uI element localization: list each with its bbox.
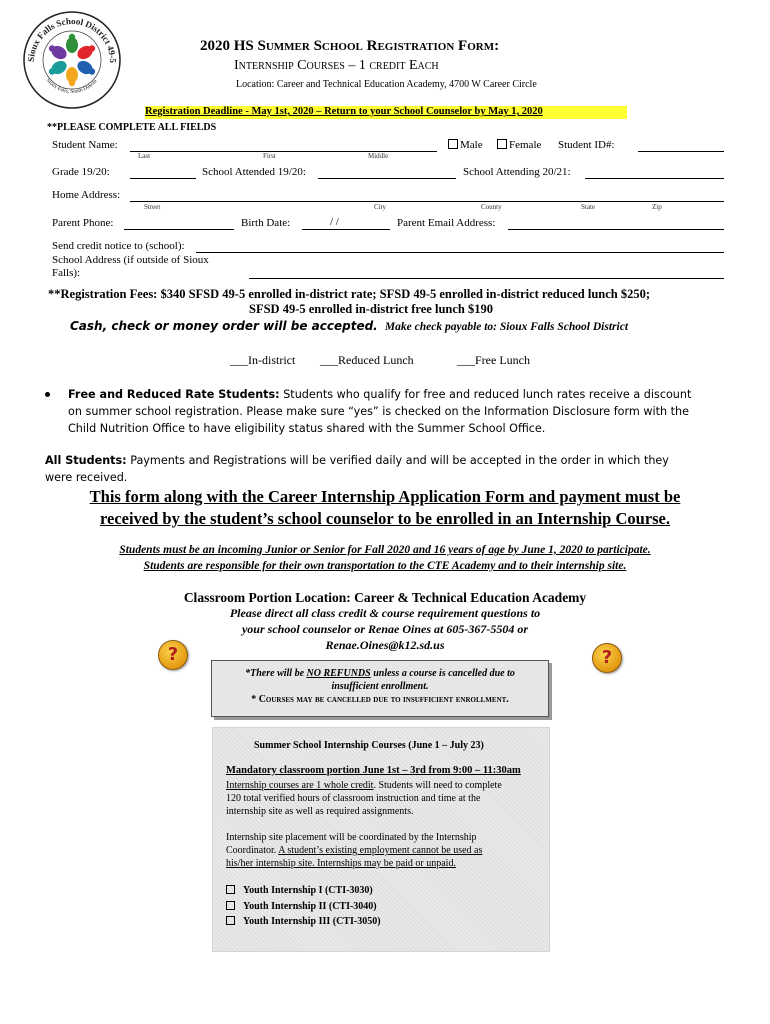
name-last-caption: Last — [138, 152, 151, 160]
mandatory-classroom: Mandatory classroom portion June 1st – 3rd from 9:00 – 11:30am — [226, 765, 521, 776]
contact-email: Renae.Oines@k12.sd.us — [325, 638, 445, 652]
free-lunch-option[interactable]: ___Free Lunch — [457, 353, 530, 367]
course-2-checkbox[interactable] — [226, 901, 235, 910]
school-address-label: School Address (if outside of Sioux Falls): — [52, 254, 209, 279]
parent-phone-label: Parent Phone: — [52, 217, 114, 229]
contact-line-1: Please direct all class credit & course requirement questions to — [229, 606, 541, 620]
addr-zip-caption: Zip — [652, 203, 662, 211]
course-1-checkbox[interactable] — [226, 885, 235, 894]
birth-date-separators: / / — [330, 216, 339, 228]
parent-phone-field[interactable] — [124, 229, 234, 230]
male-option[interactable]: Male — [448, 139, 483, 151]
complete-all-note: **PLEASE COMPLETE ALL FIELDS — [47, 122, 217, 133]
logo-bottom-text: Sioux Falls, South Dakota — [44, 77, 99, 95]
payment-methods: Cash, check or money order will be accepted. Make check payable to: Sioux Falls School District — [70, 319, 629, 333]
name-middle-caption: Middle — [368, 152, 389, 160]
parent-email-label: Parent Email Address: — [397, 217, 496, 229]
logo-figure-head — [89, 68, 95, 74]
free-reduced-note: Free and Reduced Rate Students: Students who qualify for free and reduced lunch rates receive a discount on summer school registration. Please make sure “yes” is checked on the Information Disclosure form with the Child Nutrition Office to have eligibility status shared with the Summer School Office. — [68, 388, 692, 435]
credit-description: Internship courses are 1 whole credit. Students will need to complete 120 total verified hours of classroom instruction and time at the internship site as well as required assignments. — [226, 780, 502, 817]
courses-title: Summer School Internship Courses (June 1 – July 23) — [254, 740, 484, 751]
question-icon-left: ? — [158, 640, 188, 670]
logo-figure-head — [49, 68, 55, 74]
credit-notice-field[interactable] — [196, 252, 724, 253]
course-option-1[interactable]: Youth Internship I (CTI-3030) — [226, 885, 373, 896]
fees-line-1: **Registration Fees: $340 SFSD 49-5 enrolled in-district rate; SFSD 49-5 enrolled in-district reduced lunch $250; — [48, 287, 651, 301]
form-subtitle: Internship Courses – 1 credit Each — [234, 58, 439, 73]
course-option-2[interactable]: Youth Internship II (CTI-3040) — [226, 901, 377, 912]
contact-line-2: your school counselor or Renae Oines at 605-367-5504 or — [241, 622, 528, 636]
home-address-field[interactable] — [130, 201, 724, 202]
fees-line-2: SFSD 49-5 enrolled in-district free lunch $190 — [249, 302, 493, 316]
school-address-field[interactable] — [249, 278, 724, 279]
birth-date-label: Birth Date: — [241, 217, 291, 229]
female-option[interactable]: Female — [497, 139, 541, 151]
student-id-field[interactable] — [638, 151, 724, 152]
addr-city-caption: City — [374, 203, 387, 211]
eligibility-line-1: Students must be an incoming Junior or Senior for Fall 2020 and 16 years of age by June 1, 2020 to participate. — [119, 544, 651, 556]
reduced-lunch-option[interactable]: ___Reduced Lunch — [320, 353, 414, 367]
eligibility-line-2: Students are responsible for their own transportation to the CTE Academy and to their internship site. — [143, 560, 627, 572]
student-name-label: Student Name: — [52, 139, 118, 151]
grade-field[interactable] — [130, 178, 196, 179]
logo-figure-head — [69, 34, 75, 40]
parent-email-field[interactable] — [508, 229, 724, 230]
in-district-option[interactable]: ___In-district — [230, 353, 296, 367]
school-attended-label: School Attended 19/20: — [202, 166, 306, 178]
placement-description: Internship site placement will be coordinated by the Internship Coordinator. A student’s existing employment cannot be used as his/her internship site. Internships may be paid or unpaid. — [226, 832, 483, 869]
student-id-label: Student ID#: — [558, 139, 615, 151]
payable-to: Make check payable to: Sioux Falls School District — [384, 321, 629, 333]
school-attending-field[interactable] — [585, 178, 724, 179]
question-icon-right: ? — [592, 643, 622, 673]
addr-state-caption: State — [581, 203, 595, 211]
addr-street-caption: Street — [144, 203, 161, 211]
school-attended-field[interactable] — [318, 178, 456, 179]
logo-figure-head — [69, 80, 75, 86]
logo-figure-head — [49, 45, 55, 51]
form-title: 2020 HS Summer School Registration Form: — [200, 38, 500, 54]
grade-label: Grade 19/20: — [52, 166, 110, 178]
bullet-dot — [45, 392, 50, 397]
name-first-caption: First — [263, 152, 276, 160]
school-attending-label: School Attending 20/21: — [463, 166, 571, 178]
logo-figure-head — [89, 45, 95, 51]
district-logo — [22, 10, 122, 110]
registration-deadline: Registration Deadline - May 1st, 2020 – Return to your School Counselor by May 1, 2020 — [145, 106, 627, 119]
male-checkbox[interactable] — [448, 139, 458, 149]
home-address-label: Home Address: — [52, 189, 121, 201]
requirement-line-1: This form along with the Career Internship Application Form and payment must be — [89, 487, 681, 506]
location-line: Location: Career and Technical Education Academy, 4700 W Career Circle — [236, 79, 537, 90]
addr-county-caption: County — [481, 203, 502, 211]
course-option-3[interactable]: Youth Internship III (CTI-3050) — [226, 916, 381, 927]
credit-notice-label: Send credit notice to (school): — [52, 240, 185, 252]
refund-notice: *There will be NO REFUNDS unless a course is cancelled due to insufficient enrollment. * Courses may be cancelled due to insufficient enrollment. — [211, 660, 549, 717]
requirement-line-2: received by the student’s school counselor to be enrolled in an Internship Course. — [99, 509, 671, 528]
course-3-checkbox[interactable] — [226, 916, 235, 925]
no-refunds-text: NO REFUNDS — [306, 668, 371, 679]
classroom-location: Classroom Portion Location: Career & Technical Education Academy — [183, 590, 587, 605]
logo-ring-text: Sioux Falls School District 49-5 — [25, 15, 119, 64]
female-checkbox[interactable] — [497, 139, 507, 149]
birth-date-field[interactable] — [302, 229, 390, 230]
all-students-note: All Students: Payments and Registrations will be verified daily and will be accepted in the order in which they were received. — [45, 454, 669, 484]
student-name-field[interactable] — [130, 151, 437, 152]
